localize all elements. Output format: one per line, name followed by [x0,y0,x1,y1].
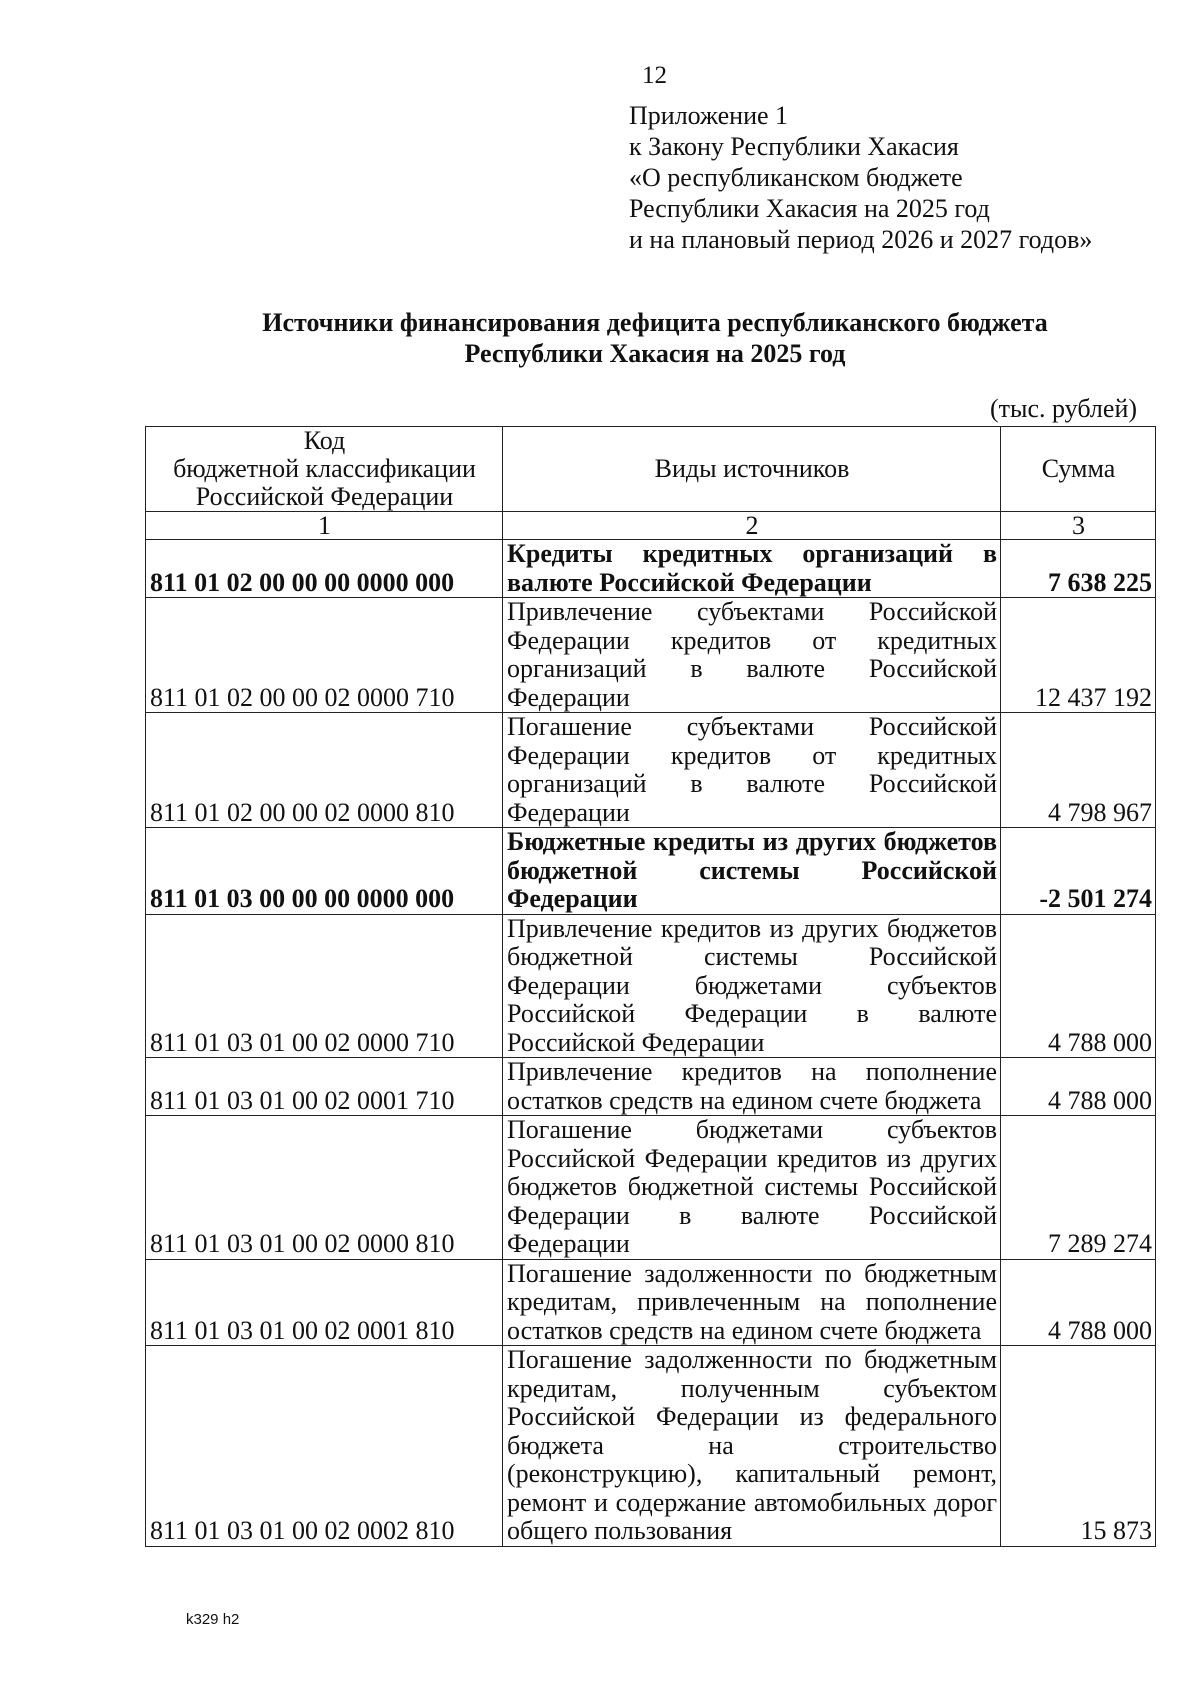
description-cell: Привлечение кредитов из других бюджетов бюджетной системы Российской Федерации бюджетами субъектов Российской Федерации в валюте Российской Федерации [503,914,1001,1058]
table-row [146,1058,1156,1116]
amount-cell: 12 437 192 [1001,598,1156,713]
code-cell: 811 01 02 00 00 02 0000 810 [146,713,503,828]
sources-table [145,426,1156,1547]
amount-cell: 4 788 000 [1001,914,1156,1058]
amount-cell: 15 873 [1001,1346,1156,1547]
code-cell: 811 01 03 01 00 02 0000 710 [146,914,503,1058]
column-number: 2 [503,512,1001,540]
appendix-line: Республики Хакасия на 2025 год [629,194,990,223]
amount-cell: -2 501 274 [1001,828,1156,915]
description-cell: Кредиты кредитных организаций в валюте Российской Федерации [503,540,1001,598]
code-cell: 811 01 03 01 00 02 0001 710 [146,1058,503,1116]
column-number: 3 [1001,512,1156,540]
description-cell: Погашение задолженности по бюджетным кредитам, привлеченным на пополнение остатков средств на едином счете бюджета [503,1259,1001,1346]
page-number: 12 [642,62,667,89]
description-cell: Привлечение кредитов на пополнение остатков средств на едином счете бюджета [503,1058,1001,1116]
description-cell: Привлечение субъектами Российской Федерации кредитов от кредитных организаций в валюте Российской Федерации [503,598,1001,713]
table-row [146,1346,1156,1547]
amount-cell: 4 798 967 [1001,713,1156,828]
description-cell: Погашение субъектами Российской Федерации кредитов от кредитных организаций в валюте Российской Федерации [503,713,1001,828]
code-cell: 811 01 02 00 00 02 0000 710 [146,598,503,713]
code-cell: 811 01 03 01 00 02 0000 810 [146,1116,503,1260]
appendix-line: «О республиканском бюджете [629,163,963,192]
header-row [146,427,1156,512]
code-cell: 811 01 03 01 00 02 0001 810 [146,1259,503,1346]
code-cell: 811 01 02 00 00 00 0000 000 [146,540,503,598]
table-row [146,1259,1156,1346]
description-cell: Бюджетные кредиты из других бюджетов бюджетной системы Российской Федерации [503,828,1001,915]
column-number: 1 [146,512,503,540]
footer-code: k329 h2 [186,1611,240,1628]
header-sum: Сумма [1001,427,1156,512]
description-cell: Погашение бюджетами субъектов Российской Федерации кредитов из других бюджетов бюджетной системы Российской Федерации в валюте Российской Федерации [503,1116,1001,1260]
appendix-line: и на плановый период 2026 и 2027 годов» [629,225,1093,254]
header-code-line: Код [303,426,346,455]
table-row [146,1116,1156,1260]
header-type: Виды источников [503,427,1001,512]
units-label: (тыс. рублей) [990,394,1138,423]
description-cell: Погашение задолженности по бюджетным кредитам, полученным субъектом Российской Федерации из федерального бюджета на строительство (реконструкцию), капитальный ремонт, ремонт и содержание автомобильных дорог общего пользования [503,1346,1001,1547]
amount-cell: 4 788 000 [1001,1058,1156,1116]
amount-cell: 7 289 274 [1001,1116,1156,1260]
table-row [146,540,1156,598]
code-cell: 811 01 03 01 00 02 0002 810 [146,1346,503,1547]
header-code-line: Российской Федерации [195,482,454,511]
table-row [146,914,1156,1058]
column-numbers-row [146,512,1156,540]
table-row [146,828,1156,915]
code-cell: 811 01 03 00 00 00 0000 000 [146,828,503,915]
header-code-line: бюджетной классификации [173,454,476,483]
document-title [130,307,1180,369]
table-row [146,713,1156,828]
amount-cell: 4 788 000 [1001,1259,1156,1346]
amount-cell: 7 638 225 [1001,540,1156,598]
table-row [146,598,1156,713]
title-line-2: Республики Хакасия на 2025 год [464,339,846,368]
appendix-note [629,100,1092,255]
title-line-1: Источники финансирования дефицита республиканского бюджета [262,308,1048,337]
header-code [146,427,503,512]
appendix-line: к Закону Республики Хакасия [629,132,959,161]
appendix-line: Приложение 1 [629,101,789,130]
